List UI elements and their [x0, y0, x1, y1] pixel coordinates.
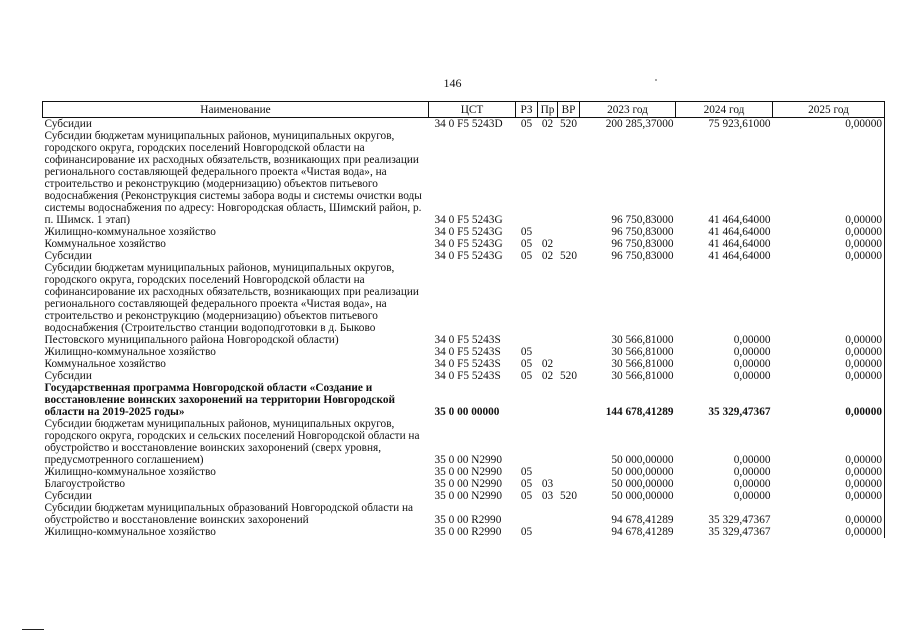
page-number: 146 [443, 76, 462, 90]
cell-rz: 05 [520, 478, 533, 490]
cell-pr: 02 [541, 238, 554, 250]
cell-name: Субсидии бюджетам муниципальных районов, муниципальных округов, городского округа, городских и сельских поселений Новгородской области на обустройство и восстановление воинских захоронений (сверх уровня, предусмотренного соглашением) [44, 418, 420, 466]
footnote-rule [22, 629, 44, 630]
table-row [43, 250, 885, 262]
cell-pr [538, 466, 558, 478]
cell-pr [538, 226, 558, 238]
cell-cst: 35 0 00 R2990 [434, 526, 502, 538]
cell-2023: 50 000,00000 [611, 454, 674, 466]
cell-2023: 96 750,83000 [611, 238, 674, 250]
cell-rz [516, 130, 538, 226]
cell-name: Коммунальное хозяйство [44, 358, 166, 370]
cell-pr: 02 [541, 370, 554, 382]
cell-2025: 0,00000 [773, 262, 885, 346]
cell-cst: 35 0 00 N2990 [434, 478, 502, 490]
cell-name: Субсидии [44, 250, 92, 262]
cell-2025: 0,00000 [773, 502, 885, 526]
cell-2023: 50 000,00000 [611, 490, 674, 502]
cell-rz: 05 [520, 358, 533, 370]
cell-2024: 41 464,64000 [708, 238, 771, 250]
cell-rz [516, 382, 538, 418]
cell-vr [558, 130, 580, 226]
table-row [43, 370, 885, 382]
cell-pr [538, 502, 558, 526]
cell-pr: 02 [541, 250, 554, 262]
cell-vr: 520 [560, 250, 577, 262]
cell-rz [516, 502, 538, 526]
table-body [43, 118, 885, 539]
cell-2024: 35 329,47367 [708, 406, 771, 418]
cell-rz: 05 [520, 346, 533, 358]
cell-2023: 96 750,83000 [611, 214, 674, 226]
cell-pr [538, 418, 558, 466]
cell-2024: 41 464,64000 [708, 226, 771, 238]
cell-2025: 0,00000 [773, 238, 885, 250]
cell-2025: 0,00000 [773, 370, 885, 382]
cell-pr: 03 [541, 478, 554, 490]
table-row [43, 238, 885, 250]
table-row [43, 382, 885, 418]
cell-vr [558, 346, 580, 358]
table-row [43, 130, 885, 226]
header-vr: ВР [558, 102, 580, 118]
cell-cst: 34 0 F5 5243G [434, 226, 503, 238]
cell-2023: 200 285,37000 [605, 118, 674, 130]
table-row [43, 526, 885, 538]
header-2025: 2025 год [773, 102, 885, 118]
cell-2025: 0,00000 [773, 490, 885, 502]
cell-vr [558, 418, 580, 466]
cell-2024: 35 329,47367 [708, 526, 771, 538]
cell-name: Государственная программа Новгородской области «Создание и восстановление воинских захоронений на территории Новгородской области на 2019-2025 годы» [44, 382, 396, 418]
cell-vr [558, 478, 580, 490]
cell-rz [516, 262, 538, 346]
table-header-row [43, 102, 885, 118]
table-row [43, 346, 885, 358]
cell-rz: 05 [520, 490, 533, 502]
cell-pr [538, 262, 558, 346]
cell-2025: 0,00000 [773, 130, 885, 226]
cell-2025: 0,00000 [773, 226, 885, 238]
cell-cst: 34 0 F5 5243S [434, 370, 501, 382]
cell-rz: 05 [520, 466, 533, 478]
cell-cst: 34 0 F5 5243G [434, 250, 503, 262]
cell-cst: 35 0 00 N2990 [434, 454, 502, 466]
cell-2024: 0,00000 [733, 358, 771, 370]
header-rz: РЗ [516, 102, 538, 118]
cell-name: Субсидии бюджетам муниципальных образований Новгородской области на обустройство и восстановление воинских захоронений [44, 502, 414, 526]
cell-2024: 41 464,64000 [708, 214, 771, 226]
cell-2024: 0,00000 [733, 334, 771, 346]
cell-2025: 0,00000 [773, 478, 885, 490]
header-2024: 2024 год [676, 102, 773, 118]
cell-2025: 0,00000 [773, 382, 885, 418]
cell-cst: 34 0 F5 5243D [434, 118, 503, 130]
cell-cst: 35 0 00 00000 [434, 406, 500, 418]
cell-pr [538, 382, 558, 418]
cell-rz: 05 [520, 238, 533, 250]
cell-2025: 0,00000 [773, 346, 885, 358]
cell-2023: 94 678,41289 [611, 514, 674, 526]
table-row [43, 466, 885, 478]
cell-rz [516, 418, 538, 466]
cell-2023: 50 000,00000 [611, 466, 674, 478]
header-name: Наименование [43, 102, 429, 118]
cell-pr: 02 [541, 118, 554, 130]
cell-rz: 05 [520, 226, 533, 238]
cell-vr [558, 238, 580, 250]
header-2023: 2023 год [580, 102, 676, 118]
cell-rz: 05 [520, 370, 533, 382]
cell-pr [538, 526, 558, 538]
cell-pr: 03 [541, 490, 554, 502]
cell-cst: 34 0 F5 5243S [434, 346, 501, 358]
cell-2024: 0,00000 [733, 490, 771, 502]
table-row [43, 478, 885, 490]
cell-cst: 35 0 00 R2990 [434, 514, 502, 526]
header-cst: ЦСТ [429, 102, 516, 118]
cell-2024: 0,00000 [733, 370, 771, 382]
cell-2023: 144 678,41289 [605, 406, 674, 418]
cell-2023: 30 566,81000 [611, 334, 674, 346]
cell-rz: 05 [520, 250, 533, 262]
cell-cst: 34 0 F5 5243S [434, 358, 501, 370]
cell-pr [538, 130, 558, 226]
cell-vr: 520 [560, 490, 577, 502]
cell-pr [538, 346, 558, 358]
cell-name: Жилищно-коммунальное хозяйство [44, 226, 216, 238]
budget-table [42, 101, 885, 538]
cell-name: Коммунальное хозяйство [44, 238, 166, 250]
cell-vr [558, 226, 580, 238]
table-row [43, 358, 885, 370]
cell-cst: 34 0 F5 5243G [434, 238, 503, 250]
cell-name: Жилищно-коммунальное хозяйство [44, 346, 216, 358]
cell-vr: 520 [560, 118, 577, 130]
cell-vr [558, 262, 580, 346]
cell-2023: 30 566,81000 [611, 346, 674, 358]
cell-2025: 0,00000 [773, 250, 885, 262]
table-row [43, 502, 885, 526]
cell-cst: 34 0 F5 5243G [434, 214, 503, 226]
cell-rz: 05 [520, 526, 533, 538]
cell-vr [558, 358, 580, 370]
cell-rz: 05 [520, 118, 533, 130]
cell-2025: 0,00000 [773, 526, 885, 538]
scan-speck [655, 79, 657, 81]
cell-name: Жилищно-коммунальное хозяйство [44, 466, 216, 478]
cell-2023: 30 566,81000 [611, 370, 674, 382]
cell-vr [558, 502, 580, 526]
cell-name: Жилищно-коммунальное хозяйство [44, 526, 216, 538]
cell-2024: 0,00000 [733, 346, 771, 358]
cell-cst: 34 0 F5 5243S [434, 334, 501, 346]
cell-vr: 520 [560, 370, 577, 382]
table-row [43, 118, 885, 131]
cell-name: Субсидии бюджетам муниципальных районов, муниципальных округов, городского округа, городских поселений Новгородской области на софинансирование их расходных обязательств, возникающих при реализации регионального составляющей федерального проекта «Чистая вода», на строительство и реконструкцию (модернизацию) объектов питьевого водоснабжения (Реконструкция системы забора воды и системы очистки воды системы водоснабжения по адресу: Новгородская область, Шимский район, р. п. Шимск. 1 этап) [44, 130, 422, 226]
cell-2025: 0,00000 [773, 418, 885, 466]
cell-2023: 94 678,41289 [611, 526, 674, 538]
cell-2024: 75 923,61000 [708, 118, 771, 130]
cell-2025: 0,00000 [773, 358, 885, 370]
cell-2025: 0,00000 [773, 118, 885, 131]
table-row [43, 490, 885, 502]
cell-name: Субсидии [44, 118, 92, 130]
cell-name: Субсидии [44, 490, 92, 502]
cell-2025: 0,00000 [773, 466, 885, 478]
cell-pr: 02 [541, 358, 554, 370]
cell-2023: 50 000,00000 [611, 478, 674, 490]
cell-vr [558, 466, 580, 478]
cell-2024: 35 329,47367 [708, 514, 771, 526]
cell-2024: 41 464,64000 [708, 250, 771, 262]
cell-2024: 0,00000 [733, 478, 771, 490]
cell-cst: 35 0 00 N2990 [434, 466, 502, 478]
cell-vr [558, 382, 580, 418]
cell-2024: 0,00000 [733, 466, 771, 478]
cell-name: Благоустройство [44, 478, 125, 490]
cell-2023: 30 566,81000 [611, 358, 674, 370]
cell-cst: 35 0 00 N2990 [434, 490, 502, 502]
header-pr: Пр [538, 102, 558, 118]
table-row [43, 226, 885, 238]
cell-2023: 96 750,83000 [611, 226, 674, 238]
cell-2023: 96 750,83000 [611, 250, 674, 262]
cell-name: Субсидии бюджетам муниципальных районов, муниципальных округов, городского округа, городских поселений Новгородской области на софинансирование их расходных обязательств, возникающих при реализации регионального составляющей федерального проекта «Чистая вода», на строительство и реконструкцию (модернизацию) объектов питьевого водоснабжения (Строительство станции водоподготовки в д. Быково Пестовского муниципального района Новгородской области) [44, 262, 419, 346]
table-row [43, 418, 885, 466]
cell-name: Субсидии [44, 370, 92, 382]
table-row [43, 262, 885, 346]
cell-vr [558, 526, 580, 538]
cell-2024: 0,00000 [733, 454, 771, 466]
